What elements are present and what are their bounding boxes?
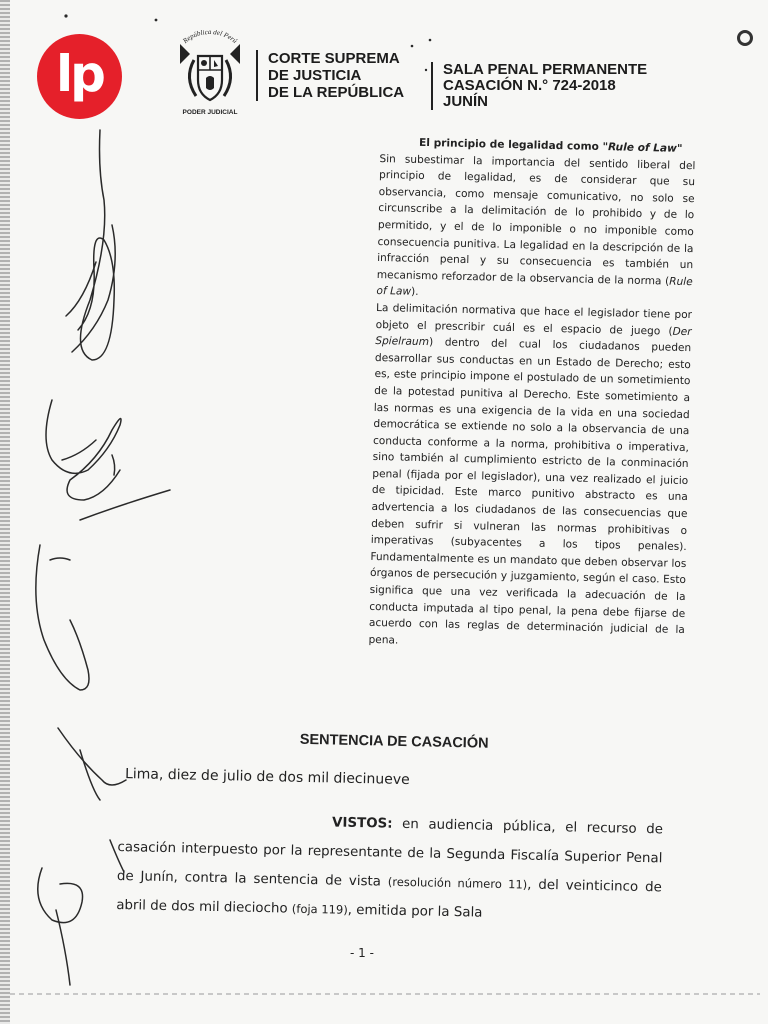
scan-edge	[0, 0, 10, 1024]
sala-line: SALA PENAL PERMANENTE	[443, 61, 648, 78]
page-number: - 1 -	[350, 946, 374, 960]
sentence-date: Lima, diez de julio de dos mil diecinueve	[124, 766, 410, 789]
court-line: CORTE SUPREMA	[268, 50, 400, 67]
peru-seal-icon	[170, 30, 250, 120]
case-identifier	[431, 62, 671, 110]
summary-block	[368, 134, 696, 655]
court-line: DE JUSTICIA	[268, 67, 362, 84]
svg-text:República del Perú	[181, 30, 240, 46]
sentence-body	[116, 728, 665, 931]
case-number: CASACIÓN N.° 724-2018	[443, 77, 616, 94]
court-name	[256, 50, 416, 101]
vistos-paragraph: VISTOS: en audiencia pública, el recurso de casación interpuesto por la representante de la Segunda Fiscalía Superior Penal de Junín, contra la sentencia de vista (resolución número 11), del veinticinco de abril de dos mil dieciocho (foja 119), emitida por la Sala	[116, 815, 664, 921]
resolution-reference: (resolución número 11)	[387, 874, 528, 892]
sala-region: JUNÍN	[443, 93, 489, 110]
sentence-heading: SENTENCIA DE CASACIÓN	[299, 731, 489, 752]
scan-artifact-line	[10, 993, 760, 995]
summary-paragraph: La delimitación normativa que hace el legislador tiene por objeto el prescribir cuál es el espacio de juego (Der Spielraum) dentro del cual los ciudadanos pueden desarrollar sus conductas en un Estado de Derecho; esto es, este principio impone el postulado de un sometimiento de la potestad punitiva al Derecho. Este sometimiento a las normas es una exigencia de la vida en una sociedad democrática se extiende no solo a la observancia de una conducta conforme a la norma, prohibitiva o imperativa, sino también al cumplimiento estricto de la conminación penal (fijada por el legislador), una vez realizado el juicio de tipicidad. Este marco punitivo abstracto es una advertencia a los ciudadanos de las consecuencias que deben sufrir si vulneran las normas prohibitivas o imperativas (subyacentes a los tipos penales). Fundamentalmente es un mandato que deben observar los órganos de persecución y juzgamiento, según el caso. Esto significa que una vez verificada la adecuación de la conducta imputada al tipo penal, la pena debe fijarse de acuerdo con las reglas de determinación judicial de la pena.	[368, 301, 693, 647]
seal-caption-top: República del Perú	[181, 30, 239, 45]
court-line: DE LA REPÚBLICA	[268, 84, 405, 101]
corner-mark	[737, 30, 753, 46]
lp-logo-text: lp	[56, 44, 103, 103]
lp-logo	[37, 34, 122, 119]
vistos-label: VISTOS:	[331, 815, 393, 832]
summary-title: El principio de legalidad como "Rule of Law"	[418, 136, 683, 155]
seal-caption-bottom: PODER JUDICIAL	[182, 109, 238, 116]
summary-paragraph: Sin subestimar la importancia del sentido liberal del principio de legalidad, es de considerar que su observancia, como mensaje comunicativo, no solo se circunscribe a la delimitación de lo prohibido y de lo permitido, y el de lo imponible o no imponible como consecuencia punitiva. La legalidad en la descripción de la infracción penal y su consecuencia es también un mecanismo reforzador de la observancia de la norma (Rule of Law).	[376, 152, 696, 299]
foja-reference: (foja 119)	[291, 901, 348, 917]
